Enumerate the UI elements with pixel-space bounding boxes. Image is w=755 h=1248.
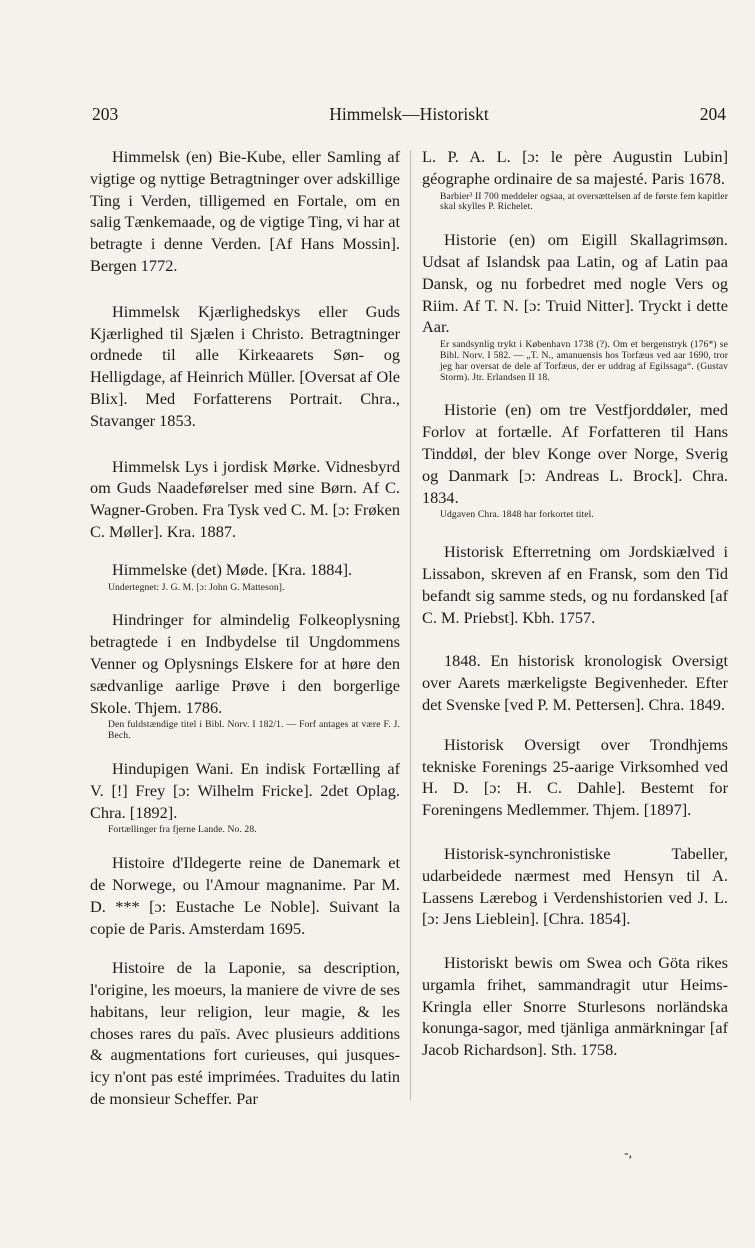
entry-text: Hindupigen Wani. En indisk Fortælling af V. [!] Frey [ɔ: Wilhelm Fricke]. 2det Oplag. Chra. [1892]. [90, 758, 400, 822]
entry-text: Historisk Efterretning om Jordskiælved i Lissabon, skreven af en Fransk, som den Tid befandt sig samme steds, og nu fordansked [af C. M. Priebst]. Kbh. 1757. [422, 542, 728, 627]
entry-text: Historie (en) om Eigill Skallagrimsøn. Udsat af Islandsk paa Latin, og af Latin paa Dansk, og nu forbedret med nogle Vers og Riim. Af T. N. [ɔ: Truid Nitter]. Tryckt i dette Aar. [422, 230, 728, 337]
bibliography-entry [90, 559, 400, 594]
bibliography-entry [422, 229, 728, 383]
bibliography-entry [422, 650, 728, 715]
bibliography-entry [422, 146, 728, 213]
bibliography-entry [90, 758, 400, 836]
entry-text: Histoire de la Laponie, sa description, l'origine, les moeurs, la maniere de vivre de ses habitans, leur religion, leur magie, & les choses rares du païs. Avec plusieurs additions & augmentations fort curieuses, qui jusques-icy n'ont pas esté imprimées. Traduites du latin de monsieur Scheffer. Par [90, 958, 400, 1109]
entry-text: Himmelsk Lys i jordisk Mørke. Vidnesbyrd om Guds Naadeførelser med sine Børn. Af C. Wagner-Groben. Fra Tysk ved C. M. [ɔ: Frøken C. Møller]. Kra. 1887. [90, 456, 400, 541]
entry-text: Historisk-synchronistiske Tabeller, udarbeidede nærmest med Hensyn til A. Lassens Lærebog i Verdenshistorien ved J. L. [ɔ: Jens Lieblein]. [Chra. 1854]. [422, 843, 728, 929]
page-number-left: 203 [92, 104, 119, 124]
entry-note: Undertegnet: J. G. M. [ɔ: John G. Matteson]. [108, 581, 285, 593]
left-column [90, 146, 400, 1124]
bibliography-entry [90, 609, 400, 742]
bibliography-entry [422, 843, 728, 930]
entry-note: Den fuldstændige titel i Bibl. Norv. I 182/1. — Forf antages at være F. J. Bech. [108, 719, 400, 742]
bibliography-entry [90, 456, 400, 543]
bibliography-entry [90, 852, 400, 939]
stray-mark: -, [624, 1146, 633, 1161]
entry-text: Historiskt bewis om Swea och Göta rikes urgamla frihet, sammandragit utur Heims-Kringla eller Snorre Sturlesons norländska konunga-sagor, med tjänliga anmärkningar [af Jacob Richardson]. Sth. 1758. [422, 953, 728, 1060]
entry-text: Hindringer for almindelig Folkeoplysning betragtede i en Indbydelse til Ungdommens Venner og Oplysnings Elskere for at høre den sædvanlige aarlige Prøve i den borgerlige Skole. Thjem. 1786. [90, 610, 400, 717]
entry-note: Barbier³ II 700 meddeler ogsaa, at oversættelsen af de første fem kapitler skal skylles P. Richelet. [440, 190, 728, 213]
entry-note: Fortællinger fra fjerne Lande. No. 28. [108, 824, 257, 836]
entry-text: Himmelske (det) Møde. [Kra. 1884]. [112, 559, 353, 579]
entry-note: Udgaven Chra. 1848 har forkortet titel. [440, 509, 594, 521]
bibliography-entry [90, 301, 400, 432]
entry-text: Histoire d'Ildegerte reine de Danemark et de Norwege, ou l'Amour magnanime. Par M. D. *** [ɔ: Eustache Le Noble]. Suivant la copie de Paris. Amsterdam 1695. [90, 853, 400, 938]
page-header [92, 104, 726, 128]
entry-text: Himmelsk (en) Bie-Kube, eller Samling af vigtige og nyttige Betragtninger over adskillige Ting i Verden, tilligemed en Fortale, om en salig Tænkemaade, og de vigtige Ting, vi har at betragte i denne Verden. [Af Hans Mossin]. Bergen 1772. [90, 147, 400, 275]
entry-text: L. P. A. L. [ɔ: le père Augustin Lubin] géographe ordinaire de sa majesté. Paris 1678. [422, 147, 728, 188]
entry-text: Historisk Oversigt over Trondhjems tekniske Forenings 25-aarige Virksomhed ved H. D. [ɔ: H. C. Dahle]. Bestemt for Foreningens Medlemmer. Thjem. [1897]. [422, 734, 728, 820]
page-number-right: 204 [699, 104, 726, 124]
bibliography-entry [90, 957, 400, 1110]
entry-text: 1848. En historisk kronologisk Oversigt over Aarets mærkeligste Begivenheder. Efter det Svenske [ved P. M. Pettersen]. Chra. 1849. [422, 651, 728, 714]
entry-text: Himmelsk Kjærlighedskys eller Guds Kjærlighed til Sjælen i Christo. Betragtninger ordnede til alle Kirkeaarets Søn- og Helligdage, af Heinrich Müller. [Oversat af Ole Blix]. Med Forfatterens Portrait. Chra., Stavanger 1853. [90, 301, 400, 430]
bibliography-entry [422, 734, 728, 821]
entry-note: Er sandsynlig trykt i København 1738 (?). Om et bergenstryk (176*) se Bibl. Norv. I 582. — „T. N., amanuensis hos Torfæus ved aar 1690, tror jeg har oversat de dele af Torfæus, der er uddrag af Egilssaga“. (Gustav Storm). Jtr. Erlandsen II 18. [440, 339, 728, 383]
bibliography-entry [90, 146, 400, 277]
bibliography-entry [422, 399, 728, 521]
bibliography-entry [422, 952, 728, 1061]
column-divider [410, 150, 411, 1100]
bibliography-entry [422, 541, 728, 628]
entry-text: Historie (en) om tre Vestfjorddøler, med Forlov at fortælle. Af Forfatteren til Hans Tinddøl, der blev Konge over Norge, Sverig og Danmark [ɔ: Andreas L. Brock]. Chra. 1834. [422, 400, 728, 507]
running-title: Himmelsk—Historiskt [329, 104, 489, 124]
right-column [422, 146, 728, 1075]
